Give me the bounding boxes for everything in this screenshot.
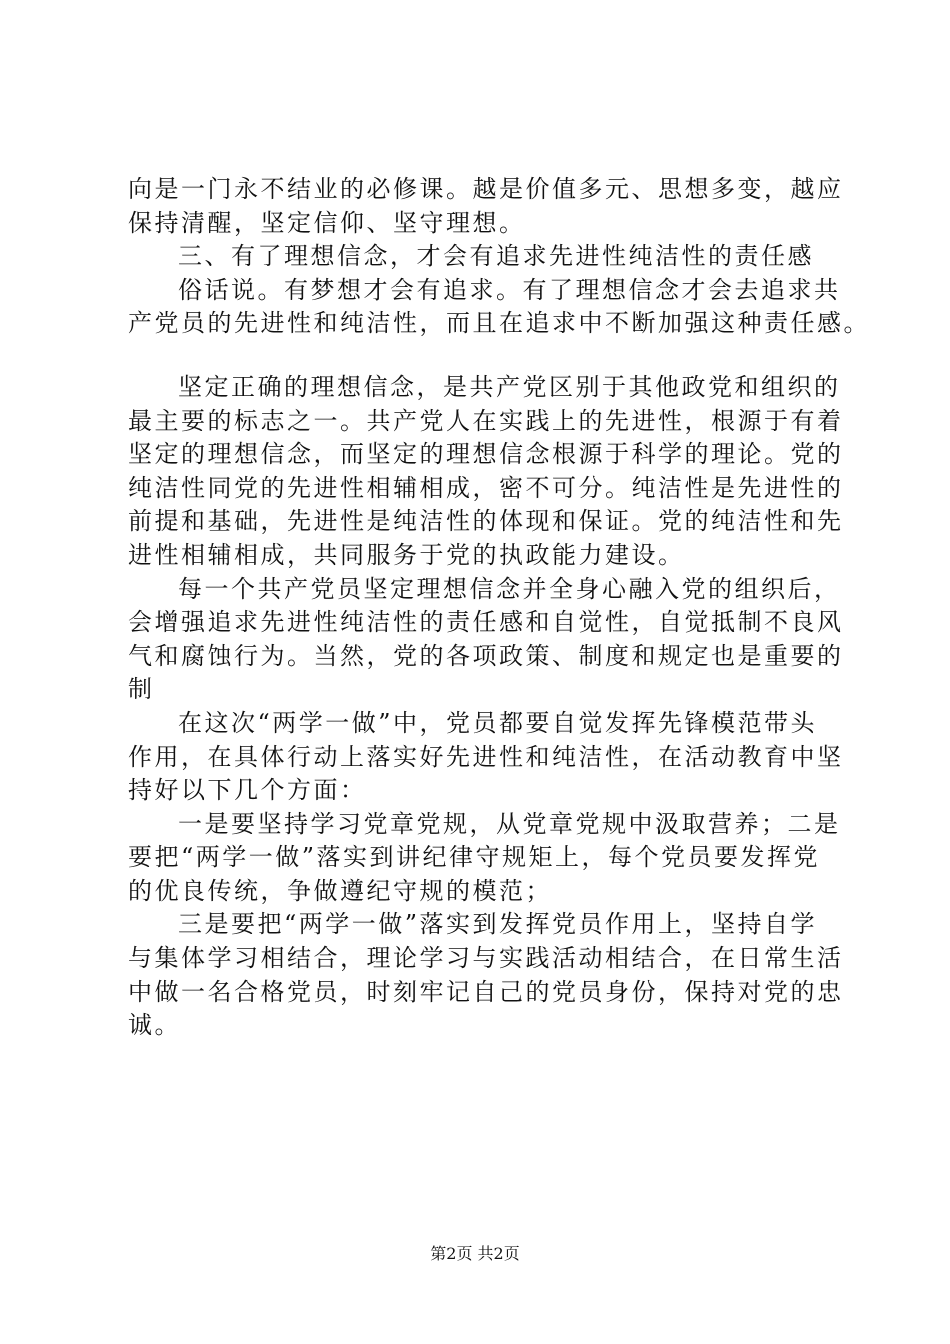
- text-line: 气和腐蚀行为。当然，党的各项政策、制度和规定也是重要的: [128, 641, 844, 670]
- text-line: 进性相辅相成，共同服务于党的执政能力建设。: [128, 540, 685, 569]
- paragraph: [128, 707, 848, 808]
- text-line: 诚。: [128, 1011, 181, 1040]
- text-line: 持好以下几个方面：: [128, 776, 367, 805]
- text-line: 三是要把“两学一做”落实到发挥党员作用上，坚持自学: [178, 910, 818, 939]
- text-line: 中做一名合格党员，时刻牢记自己的党员身份，保持对党的忠: [128, 977, 844, 1006]
- paragraph: [128, 274, 870, 341]
- document-body: [128, 173, 870, 1043]
- text-line: 三、有了理想信念，才会有追求先进性纯洁性的责任感: [178, 242, 814, 271]
- text-line: 俗话说。有梦想才会有追求。有了理想信念才会去追求共: [178, 275, 841, 304]
- text-line: 保持清醒，坚定信仰、坚守理想。: [128, 208, 526, 237]
- text-line: 制: [128, 675, 155, 704]
- text-line: 最主要的标志之一。共产党人在实践上的先进性，根源于有着: [128, 406, 844, 435]
- paragraph: [128, 573, 848, 707]
- text-line: 每一个共产党员坚定理想信念并全身心融入党的组织后，: [178, 574, 841, 603]
- paragraph: [128, 371, 848, 573]
- text-line: 前提和基础，先进性是纯洁性的体现和保证。党的纯洁性和先: [128, 507, 844, 536]
- page-footer: [0, 1244, 950, 1264]
- text-line: 作用，在具体行动上落实好先进性和纯洁性，在活动教育中坚: [128, 742, 844, 771]
- text-line: 的优良传统，争做遵纪守规的模范；: [128, 876, 552, 905]
- paragraph: [128, 808, 848, 909]
- paragraph: [128, 173, 848, 240]
- text-line: 坚定的理想信念，而坚定的理想信念根源于科学的理论。党的: [128, 440, 844, 469]
- text-line: 产党员的先进性和纯洁性，而且在追求中不断加强这种责任感。: [128, 309, 870, 338]
- text-line: 坚定正确的理想信念，是共产党区别于其他政党和组织的: [178, 372, 841, 401]
- text-line: 一是要坚持学习党章党规，从党章党规中汲取营养；二是: [178, 809, 841, 838]
- text-line: 要把“两学一做”落实到讲纪律守规矩上，每个党员要发挥党: [128, 843, 821, 872]
- paragraph-gap: [128, 341, 848, 371]
- section-heading: [128, 240, 848, 274]
- text-line: 向是一门永不结业的必修课。越是价值多元、思想多变，越应: [128, 175, 844, 203]
- page-number: 第2页 共2页: [430, 1244, 520, 1263]
- text-line: 在这次“两学一做”中，党员都要自觉发挥先锋模范带头: [178, 708, 818, 737]
- paragraph: [128, 908, 848, 1042]
- text-line: 与集体学习相结合，理论学习与实践活动相结合，在日常生活: [128, 944, 844, 973]
- text-line: 纯洁性同党的先进性相辅相成，密不可分。纯洁性是先进性的: [128, 473, 844, 502]
- text-line: 会增强追求先进性纯洁性的责任感和自觉性，自觉抵制不良风: [128, 608, 844, 637]
